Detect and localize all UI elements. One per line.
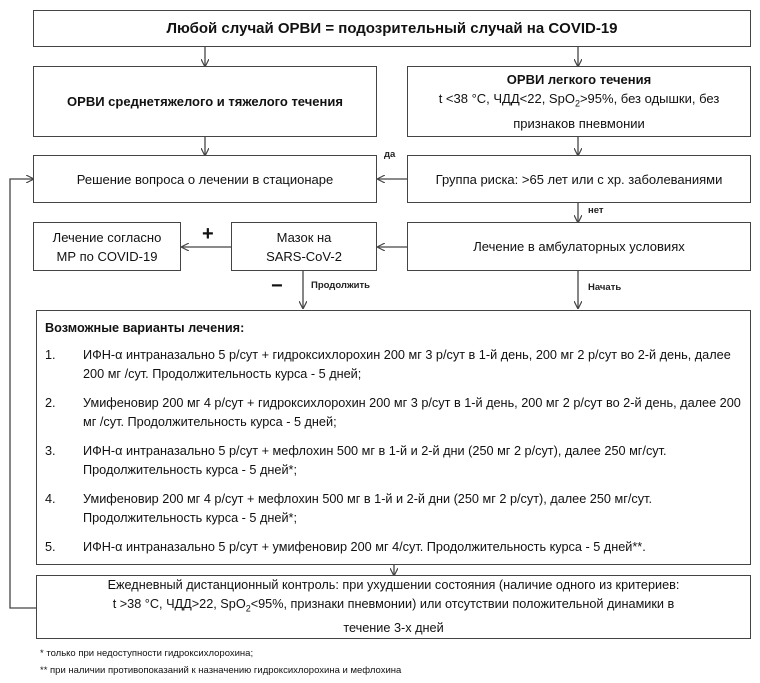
edge-label-continue: Продолжить: [311, 280, 371, 291]
daily-monitoring-line3: течение 3-х дней: [343, 620, 444, 635]
covid-treatment-box: [33, 222, 181, 271]
mild-ari-criteria-line1: t <38 °C, ЧДД<22, SpO$_2$>95%, без одышки, без: [438, 91, 720, 109]
positive-sign: +: [202, 223, 214, 245]
treatment-options-box: [36, 310, 751, 565]
treatment-options-title: Возможные варианты лечения:: [45, 321, 245, 335]
negative-sign: −: [271, 275, 283, 297]
treatment-option-4: 4. Умифеновир 200 мг 4 р/сут + мефлохин 500 мг в 1-й и 2-й дни (250 мг 2 р/сут), далее 250 мг/сут. Продолжительность курса - 5 дней*;: [45, 492, 652, 525]
footnote-1: * только при недоступности гидроксихлорохина;: [40, 648, 254, 659]
severe-ari-box: [33, 66, 377, 137]
edge-label-yes: да: [384, 149, 396, 160]
mild-ari-box: [407, 66, 751, 137]
risk-group-box: [407, 155, 751, 203]
treatment-option-5: 5. ИФН-α интраназально 5 р/сут + умифеновир 200 мг 4/сут. Продолжительность курса - 5 дней**.: [45, 540, 646, 554]
risk-group-text: Группа риска: >65 лет или с хр. заболеваниями: [435, 171, 723, 187]
swab-test-box: [231, 222, 377, 271]
daily-monitoring-line1: Ежедневный дистанционный контроль: при ухудшении состояния (наличие одного из критериев:: [107, 578, 680, 593]
outpatient-treatment-box: [407, 222, 751, 271]
edge-label-no: нет: [588, 205, 604, 216]
footnote-2: ** при наличии противопоказаний к назначению гидроксихлорохина и мефлохина: [40, 665, 402, 676]
daily-monitoring-line2: t >38 °C, ЧДД>22, SpO$_2$<95%, признаки пневмонии) или отсутствии положительной динамики в: [112, 597, 675, 614]
swab-test-line1: Мазок на: [276, 229, 332, 245]
severe-ari-text: ОРВИ среднетяжелого и тяжелого течения: [67, 94, 343, 109]
treatment-option-2: 2. Умифеновир 200 мг 4 р/сут + гидроксихлорохин 200 мг 3 р/сут в 1-й день, 200 мг 2 р/сут во 2-й день, далее 200 мг /сут. Продолжительность курса - 5 дней;: [45, 396, 741, 429]
hospital-decision-box: [33, 155, 377, 203]
edge-label-start: Начать: [588, 282, 622, 293]
hospital-decision-text: Решение вопроса о лечении в стационаре: [76, 171, 334, 187]
treatment-option-1: 1. ИФН-α интраназально 5 р/сут + гидроксихлорохин 200 мг 3 р/сут в 1-й день, 200 мг 2 р/сут во 2-й день, далее 200 мг /сут. Продолжительность курса - 5 дней;: [45, 348, 731, 381]
mild-ari-criteria-line2: признаков пневмонии: [513, 115, 645, 131]
outpatient-treatment-text: Лечение в амбулаторных условиях: [473, 239, 685, 254]
covid-treatment-line2: МР по COVID-19: [56, 248, 158, 264]
title-text: Любой случай ОРВИ = подозрительный случай на COVID-19: [166, 20, 618, 37]
treatment-option-3: 3. ИФН-α интраназально 5 р/сут + мефлохин 500 мг в 1-й и 2-й дни (250 мг 2 р/сут), далее 250 мг/сут. Продолжительность курса - 5 дней*;: [45, 444, 667, 477]
daily-monitoring-box: [36, 575, 751, 639]
covid-treatment-line1: Лечение согласно: [52, 229, 162, 245]
mild-ari-title: ОРВИ легкого течения: [506, 72, 652, 88]
swab-test-line2: SARS-CoV-2: [266, 248, 342, 264]
title-box: [33, 10, 751, 47]
